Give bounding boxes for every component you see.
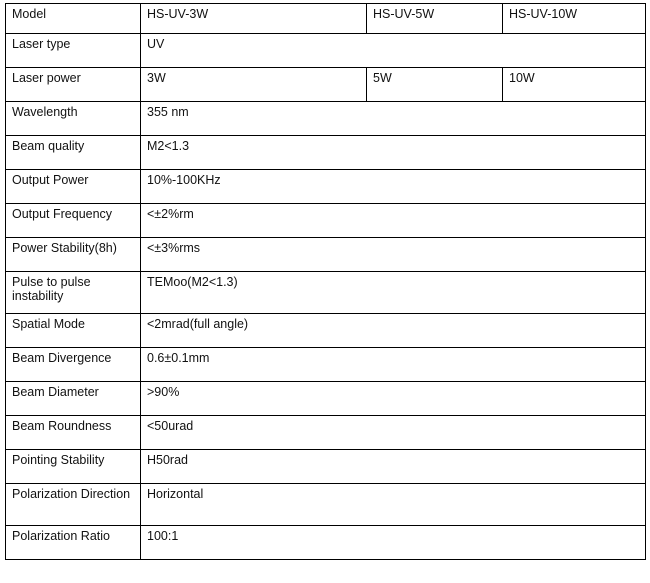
row-label: Output Frequency	[6, 204, 141, 238]
table-row	[6, 136, 646, 170]
row-value: TEMoo(M2<1.3)	[141, 272, 646, 314]
row-value: 0.6±0.1mm	[141, 348, 646, 382]
table-row-laser-type	[6, 34, 646, 68]
table-row	[6, 484, 646, 526]
table-row	[6, 526, 646, 560]
row-value: 100:1	[141, 526, 646, 560]
table-row	[6, 170, 646, 204]
table-row	[6, 348, 646, 382]
table-row	[6, 314, 646, 348]
row-label: Polarization Ratio	[6, 526, 141, 560]
row-label: Beam Diameter	[6, 382, 141, 416]
row-label: Beam Divergence	[6, 348, 141, 382]
table-row	[6, 382, 646, 416]
row-label: Wavelength	[6, 102, 141, 136]
laser-type-value: UV	[141, 34, 646, 68]
row-label: Pulse to pulse instability	[6, 272, 141, 314]
table-row	[6, 272, 646, 314]
table-row	[6, 450, 646, 484]
row-label: Spatial Mode	[6, 314, 141, 348]
row-label: Polarization Direction	[6, 484, 141, 526]
laser-power-5w: 5W	[367, 68, 503, 102]
table-row	[6, 238, 646, 272]
table-row	[6, 204, 646, 238]
row-value: <50urad	[141, 416, 646, 450]
row-label-laser-power: Laser power	[6, 68, 141, 102]
laser-power-10w: 10W	[503, 68, 646, 102]
row-value: H50rad	[141, 450, 646, 484]
row-value: 10%-100KHz	[141, 170, 646, 204]
model-name-3w: HS-UV-3W	[141, 4, 367, 34]
laser-power-3w: 3W	[141, 68, 367, 102]
row-value: Horizontal	[141, 484, 646, 526]
row-label: Pointing Stability	[6, 450, 141, 484]
row-value: <±2%rm	[141, 204, 646, 238]
table-row	[6, 102, 646, 136]
row-label-laser-type: Laser type	[6, 34, 141, 68]
row-label: Beam quality	[6, 136, 141, 170]
row-value: <±3%rms	[141, 238, 646, 272]
row-label: Power Stability(8h)	[6, 238, 141, 272]
model-name-5w: HS-UV-5W	[367, 4, 503, 34]
spec-table	[5, 3, 646, 560]
row-value: >90%	[141, 382, 646, 416]
row-label-model: Model	[6, 4, 141, 34]
row-value: 355 nm	[141, 102, 646, 136]
table-row-model	[6, 4, 646, 34]
row-value: <2mrad(full angle)	[141, 314, 646, 348]
row-label: Output Power	[6, 170, 141, 204]
row-value: M2<1.3	[141, 136, 646, 170]
row-label: Beam Roundness	[6, 416, 141, 450]
table-row	[6, 416, 646, 450]
model-name-10w: HS-UV-10W	[503, 4, 646, 34]
table-row-laser-power	[6, 68, 646, 102]
